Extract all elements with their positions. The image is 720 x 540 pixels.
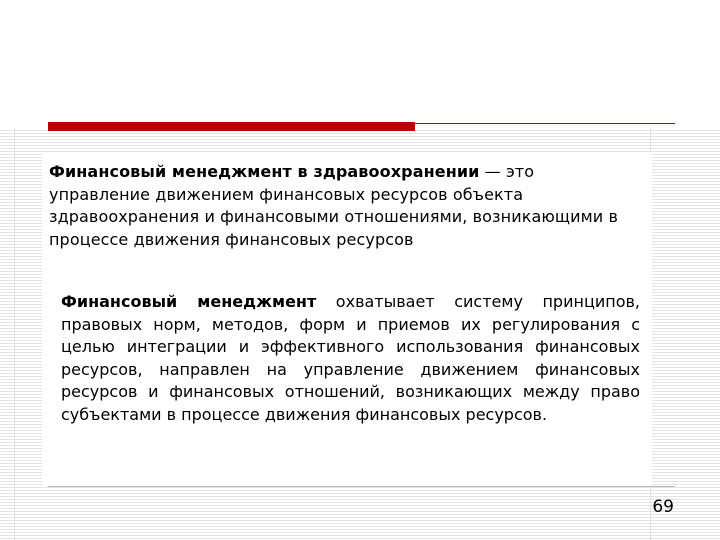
footer-divider	[48, 486, 675, 487]
description-term: Финансовый менеджмент	[61, 292, 317, 311]
title-accent-line	[415, 123, 675, 124]
left-margin-line	[14, 128, 15, 540]
definition-paragraph	[49, 161, 639, 251]
description-body: охватывает систему принципов, правовых норм, методов, форм и приемов их регулирования с целью интеграции и эффективного использования финансовых ресурсов, направлен на управление движением финансовых ресурсов и финансовых отношений, возникающих между право субъектами в процессе движения финансовых ресурсов.	[61, 292, 640, 424]
definition-body: — это управление движением финансовых ресурсов объекта здравоохранения и финансовыми отношениями, возникающими в процессе движения финансовых ресурсов	[49, 162, 618, 249]
description-paragraph	[61, 291, 640, 426]
page-number: 69	[652, 497, 674, 517]
definition-term: Финансовый менеджмент в здравоохранении	[49, 162, 480, 181]
title-accent-bar	[48, 122, 415, 131]
